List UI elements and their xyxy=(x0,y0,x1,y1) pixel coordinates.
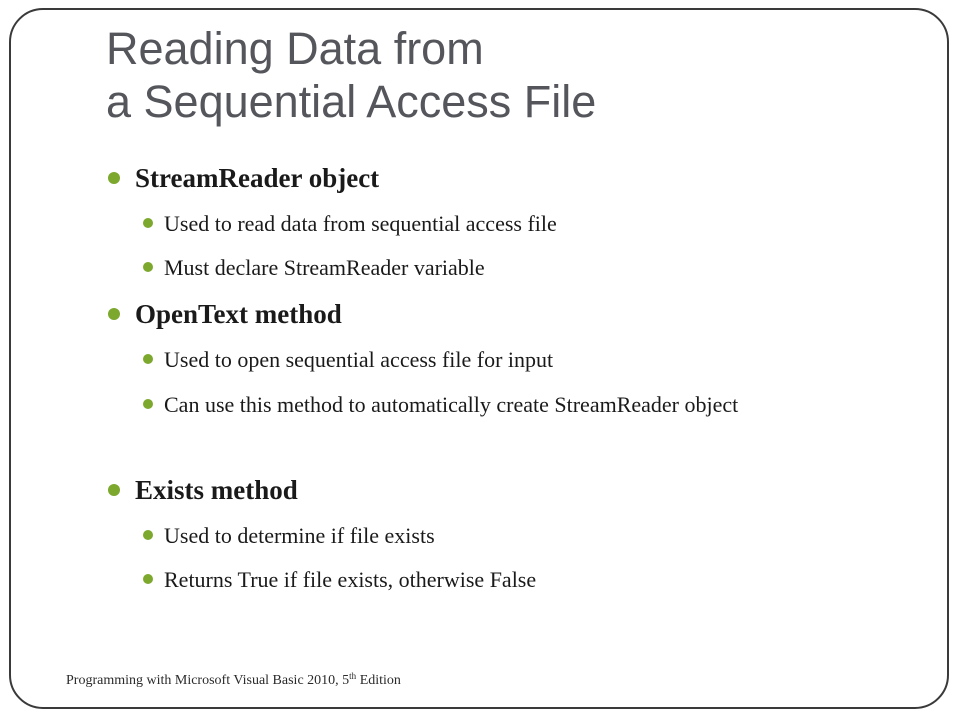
sub-bullet-dot-icon xyxy=(143,354,153,364)
title-line-1: Reading Data from xyxy=(106,23,484,74)
bullet-dot-icon xyxy=(108,484,120,496)
sub-bullet-text: Must declare StreamReader variable xyxy=(164,255,485,280)
slide-footer xyxy=(66,671,401,689)
bullet-heading-exists xyxy=(135,473,298,507)
sub-bullet-text: Used to open sequential access file for input xyxy=(164,347,554,372)
sub-bullet-dot-icon xyxy=(143,530,153,540)
sub-bullet xyxy=(164,519,864,553)
bullet-heading-text: Exists method xyxy=(135,475,298,505)
footer-superscript: th xyxy=(349,671,357,681)
sub-bullet xyxy=(164,388,854,422)
sub-bullet xyxy=(164,251,864,285)
bullet-heading-text: OpenText method xyxy=(135,299,342,329)
bullet-heading-opentext xyxy=(135,297,342,331)
sub-bullet-dot-icon xyxy=(143,262,153,272)
bullet-heading-text: StreamReader object xyxy=(135,163,380,193)
sub-bullet xyxy=(164,343,864,377)
sub-bullet-text: Used to determine if file exists xyxy=(164,523,435,548)
sub-bullet-dot-icon xyxy=(143,218,153,228)
title-line-2: a Sequential Access File xyxy=(106,76,597,127)
footer-text: Programming with Microsoft Visual Basic 2010, 5 xyxy=(66,673,350,688)
footer-edition: Edition xyxy=(356,673,401,688)
sub-bullet-text: Returns True if file exists, otherwise False xyxy=(164,567,537,592)
sub-bullet-dot-icon xyxy=(143,574,153,584)
sub-bullet-dot-icon xyxy=(143,399,153,409)
bullet-dot-icon xyxy=(108,172,120,184)
sub-bullet xyxy=(164,563,864,597)
sub-bullet xyxy=(164,207,864,241)
bullet-dot-icon xyxy=(108,308,120,320)
bullet-heading-streamreader xyxy=(135,161,379,195)
sub-bullet-text: Can use this method to automatically create StreamReader object xyxy=(164,392,739,417)
sub-bullet-text: Used to read data from sequential access file xyxy=(164,211,557,236)
